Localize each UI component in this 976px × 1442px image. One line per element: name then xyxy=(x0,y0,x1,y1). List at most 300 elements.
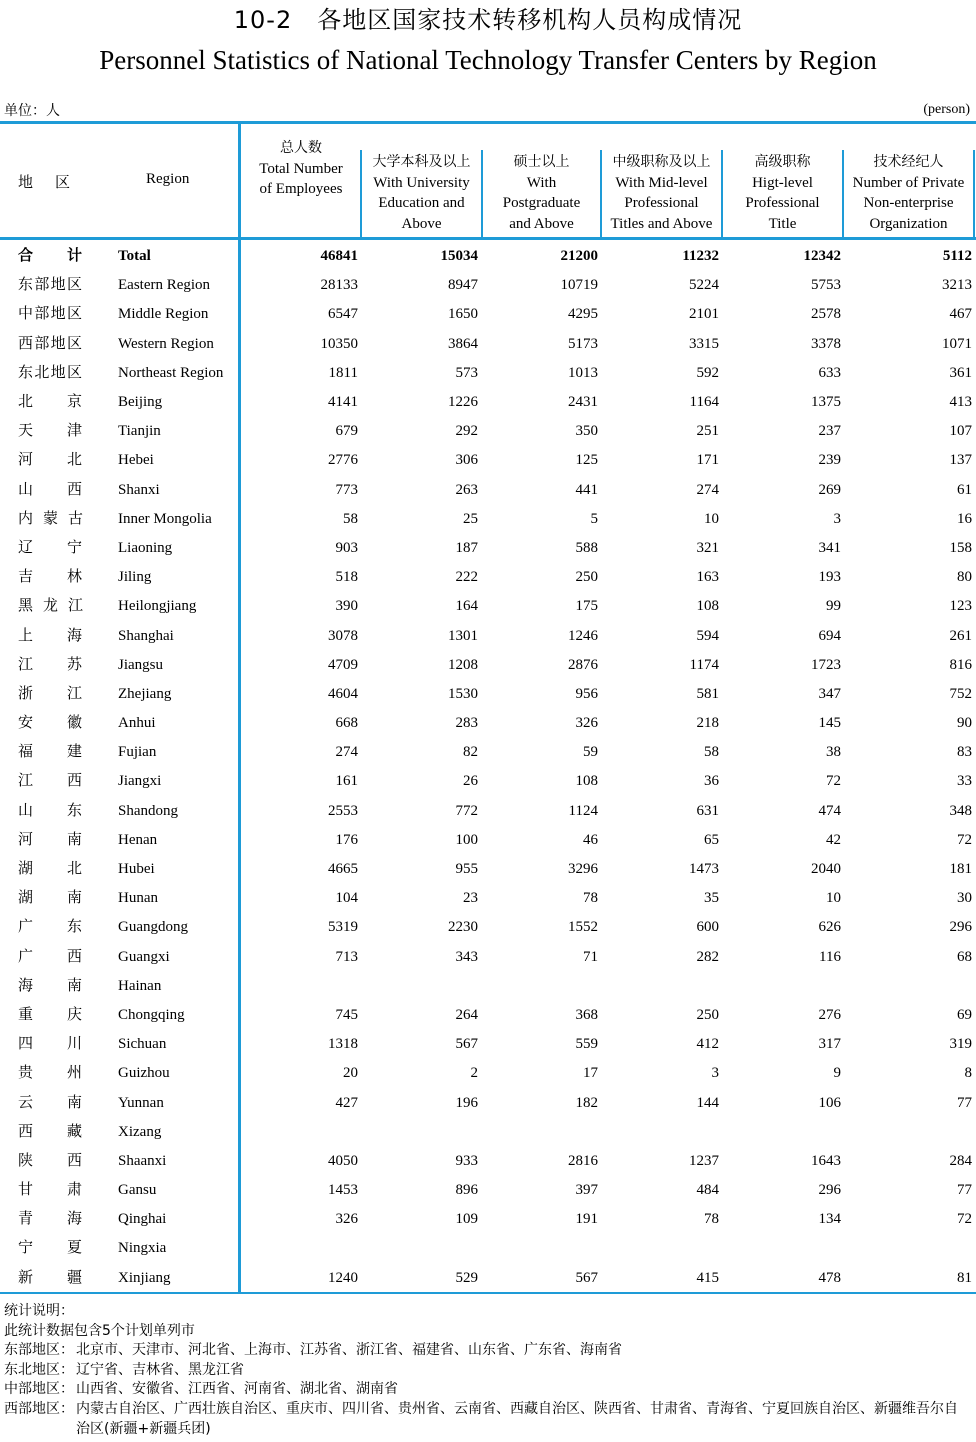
value-cell: 474 xyxy=(818,802,841,819)
value-cell: 3 xyxy=(711,1065,719,1082)
region-name-zh: 四川 xyxy=(18,1036,117,1053)
region-name-zh: 浙江 xyxy=(18,685,117,702)
region-name-en: Northeast Region xyxy=(118,364,224,381)
value-cell: 1375 xyxy=(811,394,841,411)
region-name-en: Beijing xyxy=(118,394,163,411)
value-cell: 816 xyxy=(949,656,972,673)
value-cell: 5224 xyxy=(689,277,719,294)
value-cell: 36 xyxy=(704,773,719,790)
region-name-en: Eastern Region xyxy=(118,277,211,294)
value-cell: 23 xyxy=(463,890,478,907)
value-cell: 4709 xyxy=(328,656,358,673)
table-row xyxy=(0,943,976,972)
value-cell: 896 xyxy=(455,1182,478,1199)
value-cell: 1552 xyxy=(568,919,598,936)
value-cell: 107 xyxy=(949,423,972,440)
region-name-zh: 河南 xyxy=(18,831,117,848)
region-name-zh: 天津 xyxy=(18,423,117,440)
table-row xyxy=(0,826,976,855)
value-cell: 1473 xyxy=(689,861,719,878)
table-row xyxy=(0,476,976,505)
value-cell: 106 xyxy=(818,1094,841,1111)
value-cell: 518 xyxy=(335,569,358,586)
region-name-en: Tianjin xyxy=(118,423,161,440)
value-cell: 4295 xyxy=(568,306,598,323)
region-header-en: Region xyxy=(146,171,190,187)
region-name-zh: 青海 xyxy=(18,1211,117,1228)
notes-item: 中部地区： 山西省、安徽省、江西省、河南省、湖北省、湖南省 xyxy=(4,1381,398,1398)
value-cell: 567 xyxy=(455,1036,478,1053)
value-cell: 348 xyxy=(949,802,972,819)
value-cell: 144 xyxy=(696,1094,719,1111)
value-cell: 343 xyxy=(455,948,478,965)
value-cell: 276 xyxy=(818,1006,841,1023)
region-name-zh: 宁夏 xyxy=(18,1240,117,1257)
value-cell: 68 xyxy=(957,948,972,965)
value-cell: 3213 xyxy=(942,277,972,294)
value-cell: 1246 xyxy=(568,627,598,644)
value-cell: 1453 xyxy=(328,1182,358,1199)
value-cell: 181 xyxy=(949,861,972,878)
value-cell: 10350 xyxy=(320,335,358,352)
region-name-en: Shanxi xyxy=(118,481,160,498)
region-name-en: Hainan xyxy=(118,977,162,994)
region-name-en: Jiangxi xyxy=(118,773,162,790)
value-cell: 28133 xyxy=(320,277,358,294)
value-cell: 77 xyxy=(957,1182,972,1199)
value-cell: 412 xyxy=(696,1036,719,1053)
region-name-zh: 山西 xyxy=(18,481,117,498)
value-cell: 2876 xyxy=(568,656,598,673)
value-cell: 3378 xyxy=(811,335,841,352)
region-name-zh: 合计 xyxy=(18,248,117,265)
value-cell: 296 xyxy=(818,1182,841,1199)
region-name-zh: 吉林 xyxy=(18,569,117,586)
table-row xyxy=(0,330,976,359)
value-cell: 10 xyxy=(826,890,841,907)
value-cell: 361 xyxy=(949,364,972,381)
value-cell: 2553 xyxy=(328,802,358,819)
value-cell: 5173 xyxy=(568,335,598,352)
value-cell xyxy=(362,1118,482,1147)
table-row xyxy=(0,1264,976,1293)
value-cell: 274 xyxy=(335,744,358,761)
value-cell: 567 xyxy=(575,1269,598,1286)
region-name-zh: 内蒙古 xyxy=(18,510,94,527)
value-cell xyxy=(845,1118,976,1147)
column-header-tech-broker: 技术经纪人 Number of Private Non-enterprise Organization xyxy=(852,154,965,232)
value-cell: 467 xyxy=(949,306,972,323)
value-cell: 239 xyxy=(818,452,841,469)
region-name-zh: 上海 xyxy=(18,627,117,644)
data-table xyxy=(0,242,976,1293)
value-cell: 284 xyxy=(949,1152,972,1169)
table-row xyxy=(0,1059,976,1088)
notes-heading: 统计说明： xyxy=(4,1303,74,1319)
value-cell: 2101 xyxy=(689,306,719,323)
value-cell: 6547 xyxy=(328,306,358,323)
value-cell: 3864 xyxy=(448,335,478,352)
value-cell xyxy=(602,1234,723,1263)
value-cell: 109 xyxy=(455,1211,478,1228)
value-cell: 2816 xyxy=(568,1152,598,1169)
region-name-en: Henan xyxy=(118,831,158,848)
value-cell: 137 xyxy=(949,452,972,469)
value-cell: 72 xyxy=(826,773,841,790)
value-cell: 588 xyxy=(575,539,598,556)
value-cell xyxy=(723,1118,845,1147)
value-cell: 1301 xyxy=(448,627,478,644)
region-name-en: Gansu xyxy=(118,1182,157,1199)
value-cell: 368 xyxy=(575,1006,598,1023)
table-row xyxy=(0,417,976,446)
unit-label: 单位：人 xyxy=(4,103,60,119)
value-cell: 161 xyxy=(335,773,358,790)
value-cell xyxy=(602,972,723,1001)
value-cell xyxy=(362,1234,482,1263)
value-cell: 1174 xyxy=(689,656,719,673)
value-cell: 104 xyxy=(335,890,358,907)
value-cell: 668 xyxy=(335,715,358,732)
value-cell: 397 xyxy=(575,1182,598,1199)
value-cell: 2040 xyxy=(811,861,841,878)
value-cell: 2230 xyxy=(448,919,478,936)
value-cell: 69 xyxy=(957,1006,972,1023)
region-name-zh: 贵州 xyxy=(18,1065,117,1082)
notes-item: 西部地区： 内蒙古自治区、广西壮族自治区、重庆市、四川省、贵州省、云南省、西藏自治区、陕西省、甘肃省、青海省、宁夏回族自治区、新疆维吾尔自治区(新疆+新疆兵团) xyxy=(4,1400,958,1437)
value-cell: 326 xyxy=(575,715,598,732)
region-name-en: Guangxi xyxy=(118,948,170,965)
value-cell: 182 xyxy=(575,1094,598,1111)
value-cell: 4141 xyxy=(328,394,358,411)
value-cell: 274 xyxy=(696,481,719,498)
value-cell: 5319 xyxy=(328,919,358,936)
region-name-en: Sichuan xyxy=(118,1036,167,1053)
value-cell: 251 xyxy=(696,423,719,440)
value-cell: 78 xyxy=(704,1211,719,1228)
region-name-en: Shandong xyxy=(118,802,178,819)
value-cell: 390 xyxy=(335,598,358,615)
column-header-midlevel: 中级职称及以上 With Mid-level Professional Titles and Above xyxy=(610,154,713,232)
value-cell: 752 xyxy=(949,685,972,702)
value-cell: 4604 xyxy=(328,685,358,702)
value-cell: 8947 xyxy=(448,277,478,294)
value-cell: 125 xyxy=(575,452,598,469)
value-cell: 282 xyxy=(696,948,719,965)
value-cell: 559 xyxy=(575,1036,598,1053)
region-name-en: Shanghai xyxy=(118,627,174,644)
value-cell: 108 xyxy=(575,773,598,790)
table-row xyxy=(0,1118,976,1147)
region-name-zh: 云南 xyxy=(18,1094,117,1111)
value-cell: 21200 xyxy=(560,248,598,265)
value-cell xyxy=(602,1118,723,1147)
region-name-zh: 安徽 xyxy=(18,715,117,732)
table-row xyxy=(0,797,976,826)
value-cell xyxy=(362,972,482,1001)
table-row xyxy=(0,300,976,329)
value-cell: 484 xyxy=(696,1182,719,1199)
region-name-en: Anhui xyxy=(118,715,156,732)
region-name-zh: 重庆 xyxy=(18,1006,117,1023)
value-cell: 478 xyxy=(818,1269,841,1286)
value-cell: 261 xyxy=(949,627,972,644)
region-name-en: Hubei xyxy=(118,861,155,878)
value-cell: 3315 xyxy=(689,335,719,352)
value-cell: 237 xyxy=(818,423,841,440)
value-cell: 59 xyxy=(583,744,598,761)
value-cell: 2776 xyxy=(328,452,358,469)
unit-label-en: (person) xyxy=(923,102,970,117)
value-cell: 46841 xyxy=(320,248,358,265)
region-name-zh: 陕西 xyxy=(18,1152,117,1169)
value-cell: 321 xyxy=(696,539,719,556)
value-cell: 10 xyxy=(704,510,719,527)
region-name-en: Fujian xyxy=(118,744,157,761)
value-cell: 90 xyxy=(957,715,972,732)
notes-item: 东部地区： 北京市、天津市、河北省、上海市、江苏省、浙江省、福建省、山东省、广东省、海南省 xyxy=(4,1342,622,1359)
value-cell: 264 xyxy=(455,1006,478,1023)
value-cell: 163 xyxy=(696,569,719,586)
value-cell: 123 xyxy=(949,598,972,615)
value-cell: 12342 xyxy=(803,248,841,265)
value-cell: 191 xyxy=(575,1211,598,1228)
value-cell: 26 xyxy=(463,773,478,790)
value-cell: 413 xyxy=(949,394,972,411)
header-divider xyxy=(973,150,975,238)
table-row xyxy=(0,592,976,621)
value-cell: 296 xyxy=(949,919,972,936)
value-cell: 326 xyxy=(335,1211,358,1228)
value-cell: 175 xyxy=(575,598,598,615)
notes-line: 此统计数据包含5个计划单列市 xyxy=(4,1322,195,1339)
region-name-en: Guizhou xyxy=(118,1065,170,1082)
value-cell: 77 xyxy=(957,1094,972,1111)
value-cell: 176 xyxy=(335,831,358,848)
table-row xyxy=(0,388,976,417)
region-name-en: Inner Mongolia xyxy=(118,510,212,527)
value-cell: 145 xyxy=(818,715,841,732)
region-name-en: Xinjiang xyxy=(118,1269,171,1286)
value-cell: 38 xyxy=(826,744,841,761)
value-cell: 83 xyxy=(957,744,972,761)
value-cell xyxy=(845,1234,976,1263)
table-row xyxy=(0,359,976,388)
region-name-zh: 河北 xyxy=(18,452,117,469)
value-cell xyxy=(845,972,976,1001)
region-name-en: Hunan xyxy=(118,890,158,907)
table-row xyxy=(0,709,976,738)
value-cell: 3 xyxy=(833,510,841,527)
table-row xyxy=(0,621,976,650)
value-cell: 956 xyxy=(575,685,598,702)
value-cell: 631 xyxy=(696,802,719,819)
region-name-zh: 广西 xyxy=(18,948,117,965)
value-cell: 592 xyxy=(696,364,719,381)
column-header-total: 总人数 Total Number of Employees xyxy=(259,140,343,197)
value-cell: 35 xyxy=(704,890,719,907)
region-name-en: Ningxia xyxy=(118,1240,167,1257)
table-row xyxy=(0,1234,976,1263)
value-cell xyxy=(482,1118,602,1147)
table-row xyxy=(0,680,976,709)
region-name-zh: 江西 xyxy=(18,773,117,790)
table-row xyxy=(0,534,976,563)
region-name-en: Zhejiang xyxy=(118,685,172,702)
table-row xyxy=(0,1147,976,1176)
value-cell: 1071 xyxy=(942,335,972,352)
value-cell: 171 xyxy=(696,452,719,469)
region-name-zh: 北京 xyxy=(18,394,117,411)
table-row xyxy=(0,913,976,942)
value-cell: 441 xyxy=(575,481,598,498)
value-cell: 3296 xyxy=(568,861,598,878)
table-row xyxy=(0,505,976,534)
value-cell: 427 xyxy=(335,1094,358,1111)
value-cell: 4665 xyxy=(328,861,358,878)
value-cell: 16 xyxy=(957,510,972,527)
table-row-total xyxy=(0,242,976,271)
value-cell: 292 xyxy=(455,423,478,440)
value-cell: 11232 xyxy=(682,248,719,265)
table-row xyxy=(0,1176,976,1205)
region-name-en: Jiling xyxy=(118,569,152,586)
value-cell: 58 xyxy=(704,744,719,761)
value-cell: 108 xyxy=(696,598,719,615)
page-title-zh: 10-2 各地区国家技术转移机构人员构成情况 xyxy=(233,6,743,34)
column-header-university: 大学本科及以上 With University Education and Above xyxy=(372,154,471,232)
value-cell xyxy=(482,972,602,1001)
value-cell: 1643 xyxy=(811,1152,841,1169)
value-cell: 196 xyxy=(455,1094,478,1111)
column-header-postgraduate: 硕士以上 With Postgraduate and Above xyxy=(502,154,581,232)
page-title-en: Personnel Statistics of National Technology Transfer Centers by Region xyxy=(99,45,877,75)
value-cell: 773 xyxy=(335,481,358,498)
value-cell: 1240 xyxy=(328,1269,358,1286)
value-cell: 713 xyxy=(335,948,358,965)
value-cell: 80 xyxy=(957,569,972,586)
value-cell: 61 xyxy=(957,481,972,498)
value-cell: 1164 xyxy=(689,394,719,411)
value-cell: 1723 xyxy=(811,656,841,673)
region-name-en: Shaanxi xyxy=(118,1152,167,1169)
value-cell: 633 xyxy=(818,364,841,381)
value-cell: 1013 xyxy=(568,364,598,381)
header-bottom-rule xyxy=(0,237,976,240)
table-row xyxy=(0,767,976,796)
value-cell: 955 xyxy=(455,861,478,878)
value-cell: 134 xyxy=(818,1211,841,1228)
value-cell: 5112 xyxy=(942,248,972,265)
region-name-zh: 山东 xyxy=(18,802,117,819)
value-cell: 8 xyxy=(964,1065,972,1082)
value-cell: 72 xyxy=(957,831,972,848)
region-name-en: Xizang xyxy=(118,1123,162,1140)
value-cell: 116 xyxy=(819,948,841,965)
value-cell: 250 xyxy=(575,569,598,586)
value-cell xyxy=(723,972,845,1001)
region-name-zh: 湖南 xyxy=(18,890,117,907)
value-cell: 25 xyxy=(463,510,478,527)
value-cell: 71 xyxy=(583,948,598,965)
value-cell: 594 xyxy=(696,627,719,644)
column-header-highlevel: 高级职称 Higt-level Professional Title xyxy=(745,154,820,232)
value-cell: 263 xyxy=(455,481,478,498)
table-row xyxy=(0,972,976,1001)
value-cell xyxy=(723,1234,845,1263)
value-cell: 5753 xyxy=(811,277,841,294)
value-cell: 317 xyxy=(818,1036,841,1053)
value-cell: 222 xyxy=(455,569,478,586)
value-cell: 33 xyxy=(957,773,972,790)
value-cell: 2578 xyxy=(811,306,841,323)
region-name-en: Western Region xyxy=(118,335,214,352)
region-name-zh: 新疆 xyxy=(18,1269,117,1286)
table-row xyxy=(0,1088,976,1117)
value-cell: 2 xyxy=(470,1065,478,1082)
table-row xyxy=(0,651,976,680)
value-cell: 65 xyxy=(704,831,719,848)
table-row xyxy=(0,1001,976,1030)
value-cell: 30 xyxy=(957,890,972,907)
value-cell: 1226 xyxy=(448,394,478,411)
value-cell xyxy=(482,1234,602,1263)
value-cell: 78 xyxy=(583,890,598,907)
header-top-rule xyxy=(0,121,976,124)
region-name-zh: 湖北 xyxy=(18,861,117,878)
region-name-zh: 西藏 xyxy=(18,1123,117,1140)
value-cell: 9 xyxy=(833,1065,841,1082)
value-cell xyxy=(240,1234,362,1263)
region-name-en: Heilongjiang xyxy=(118,598,197,615)
region-name-en: Yunnan xyxy=(118,1094,164,1111)
region-header-zh: 地区 xyxy=(18,173,93,191)
region-name-zh: 广东 xyxy=(18,919,117,936)
value-cell: 99 xyxy=(826,598,841,615)
region-name-en: Liaoning xyxy=(118,539,173,556)
value-cell: 250 xyxy=(696,1006,719,1023)
value-cell: 269 xyxy=(818,481,841,498)
value-cell: 694 xyxy=(818,627,841,644)
region-name-en: Middle Region xyxy=(118,306,209,323)
region-name-en: Hebei xyxy=(118,452,154,469)
value-cell: 58 xyxy=(343,510,358,527)
table-row xyxy=(0,1205,976,1234)
region-name-en: Qinghai xyxy=(118,1211,167,1228)
region-name-zh: 甘肃 xyxy=(18,1182,117,1199)
value-cell: 82 xyxy=(463,744,478,761)
value-cell: 283 xyxy=(455,715,478,732)
value-cell: 347 xyxy=(818,685,841,702)
region-name-en: Chongqing xyxy=(118,1006,185,1023)
value-cell: 20 xyxy=(343,1065,358,1082)
value-cell: 193 xyxy=(818,569,841,586)
region-name-zh: 东北地区 xyxy=(18,364,82,381)
value-cell: 600 xyxy=(696,919,719,936)
value-cell: 415 xyxy=(696,1269,719,1286)
value-cell: 1530 xyxy=(448,685,478,702)
region-name-zh: 福建 xyxy=(18,744,117,761)
value-cell: 1650 xyxy=(448,306,478,323)
value-cell: 1318 xyxy=(328,1036,358,1053)
value-cell: 1811 xyxy=(328,364,358,381)
value-cell: 745 xyxy=(335,1006,358,1023)
value-cell: 626 xyxy=(818,919,841,936)
value-cell: 1208 xyxy=(448,656,478,673)
value-cell xyxy=(240,1118,362,1147)
region-name-en: Guangdong xyxy=(118,919,188,936)
value-cell: 17 xyxy=(583,1065,598,1082)
